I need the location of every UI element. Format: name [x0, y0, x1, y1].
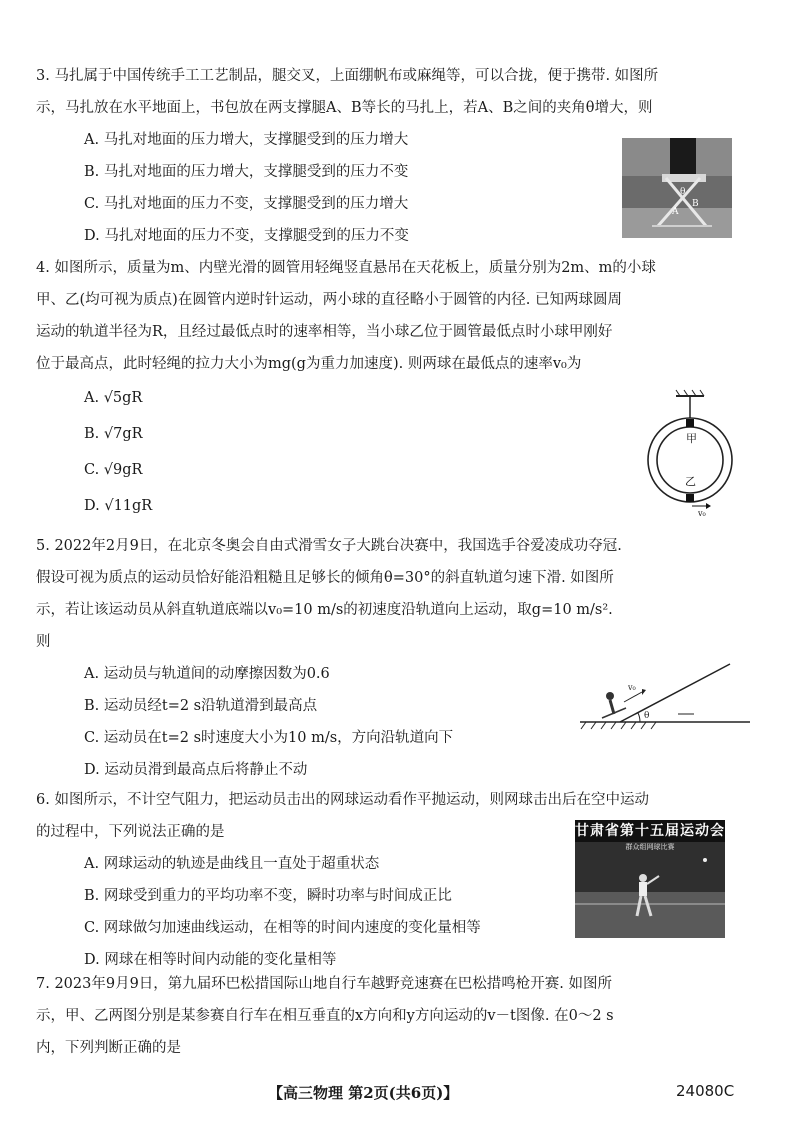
q3-figure-stool-photo: [622, 138, 732, 238]
q7-stem-line3: 内，下列判断正确的是: [36, 1040, 181, 1056]
q6-option-a[interactable]: A. 网球运动的轨迹是曲线且一直处于超重状态: [84, 856, 380, 872]
q6-option-c[interactable]: C. 网球做匀加速曲线运动，在相等的时间内速度的变化量相等: [84, 920, 481, 936]
q3-stem-line1: 3. 马扎属于中国传统手工工艺制品，腿交叉，上面绷帆布或麻绳等，可以合拢，便于携带. 如图所: [36, 68, 659, 84]
tennis-banner-title: 甘肃省第十五届运动会: [575, 820, 725, 842]
ball-jia: [686, 419, 694, 427]
q3-stem-line2: 示，马扎放在水平地面上，书包放在两支撑腿A、B等长的马扎上，若A、B之间的夹角θ增大，则: [36, 100, 653, 116]
footer-page-info: 【高三物理 第2页(共6页)】: [268, 1084, 459, 1102]
tennis-banner-subtitle: 群众组网球比赛: [625, 843, 675, 851]
stool-label-a: A: [672, 207, 679, 217]
q4-stem-line1: 4. 如图所示，质量为m、内壁光滑的圆管用轻绳竖直悬吊在天花板上，质量分别为2m、m的小球: [36, 260, 656, 276]
q4-option-d[interactable]: D. √11gR: [84, 498, 153, 514]
stool-label-b: B: [692, 199, 699, 209]
ball-yi: [686, 494, 694, 502]
q5-option-c[interactable]: C. 运动员在t=2 s时速度大小为10 m/s，方向沿轨道向下: [84, 730, 454, 746]
q4-figure-circular-tube: [640, 388, 740, 518]
stool-illustration: [622, 138, 732, 238]
q6-stem-line2: 的过程中，下列说法正确的是: [36, 824, 225, 840]
q5-option-b[interactable]: B. 运动员经t=2 s沿轨道滑到最高点: [84, 698, 318, 714]
q4-stem-line4: 位于最高点，此时轻绳的拉力大小为mg(g为重力加速度). 则两球在最低点的速率v₀为: [36, 356, 582, 372]
question-7: [36, 968, 766, 1064]
q3-option-a[interactable]: A. 马扎对地面的压力增大，支撑腿受到的压力增大: [84, 132, 409, 148]
q3-option-c[interactable]: C. 马扎对地面的压力不变，支撑腿受到的压力增大: [84, 196, 409, 212]
q5-option-a[interactable]: A. 运动员与轨道间的动摩擦因数为0.6: [84, 666, 330, 682]
tube-label-yi: 乙: [685, 475, 696, 488]
tube-label-v0: v₀: [698, 509, 706, 518]
incline-label-theta: θ: [644, 711, 650, 721]
skier-icon: [602, 692, 626, 718]
q5-stem-line4: 则: [36, 634, 51, 650]
tennis-scene: [575, 820, 725, 938]
q7-stem-line2: 示，甲、乙两图分别是某参赛自行车在相互垂直的x方向和y方向运动的v－t图像. 在0～2 s: [36, 1008, 614, 1024]
q7-stem-line1: 7. 2023年9月9日，第九届环巴松措国际山地自行车越野竞速赛在巴松措鸣枪开赛. 如图所: [36, 976, 613, 992]
tennis-ball: [703, 858, 707, 862]
q4-option-b[interactable]: B. √7gR: [84, 426, 143, 442]
tube-diagram: [640, 388, 740, 518]
q4-option-a[interactable]: A. √5gR: [84, 390, 143, 406]
q5-option-d[interactable]: D. 运动员滑到最高点后将静止不动: [84, 762, 308, 778]
q4-stem-line2: 甲、乙(均可视为质点)在圆管内逆时针运动，两小球的直径略小于圆管的内径. 已知两球圆周: [36, 292, 623, 308]
incline-diagram: [580, 652, 750, 732]
q5-stem-line2: 假设可视为质点的运动员恰好能沿粗糙且足够长的倾角θ=30°的斜直轨道匀速下滑. 如图所: [36, 570, 614, 586]
incline-label-v0: v₀: [628, 683, 636, 692]
stool-label-theta: θ: [680, 187, 686, 197]
tube-label-jia: 甲: [686, 432, 697, 445]
q5-figure-incline: [580, 652, 750, 732]
q6-figure-tennis-photo: [575, 820, 725, 938]
q3-option-d[interactable]: D. 马扎对地面的压力不变，支撑腿受到的压力不变: [84, 228, 409, 244]
q3-option-b[interactable]: B. 马扎对地面的压力增大，支撑腿受到的压力不变: [84, 164, 409, 180]
q6-option-b[interactable]: B. 网球受到重力的平均功率不变，瞬时功率与时间成正比: [84, 888, 452, 904]
q6-option-d[interactable]: D. 网球在相等时间内动能的变化量相等: [84, 952, 337, 968]
q5-stem-line3: 示，若让该运动员从斜直轨道底端以v₀=10 m/s的初速度沿轨道向上运动，取g=10 m/s².: [36, 602, 613, 618]
q4-stem-line3: 运动的轨道半径为R，且经过最低点时的速率相等，当小球乙位于圆管最低点时小球甲刚好: [36, 324, 613, 340]
footer-paper-code: 24080C: [676, 1082, 735, 1100]
q6-stem-line1: 6. 如图所示，不计空气阻力，把运动员击出的网球运动看作平抛运动，则网球击出后在空中运动: [36, 792, 649, 808]
q5-stem-line1: 5. 2022年2月9日，在北京冬奥会自由式滑雪女子大跳台决赛中，我国选手谷爱凌成功夺冠.: [36, 538, 622, 554]
q4-option-c[interactable]: C. √9gR: [84, 462, 143, 478]
